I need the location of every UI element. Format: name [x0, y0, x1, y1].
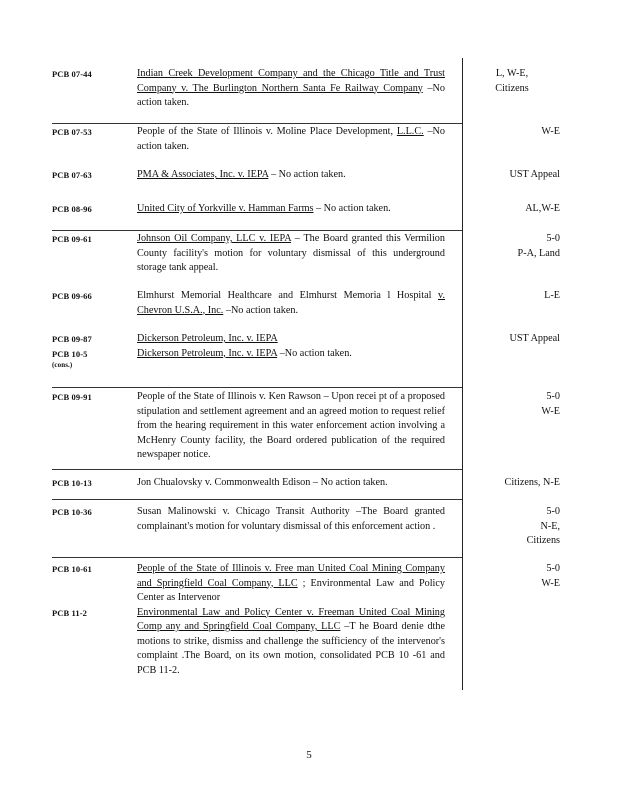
case-number: PCB 09-66: [52, 291, 92, 301]
case-text: –No action taken.: [137, 126, 446, 152]
case-text: – No action taken.: [268, 169, 346, 180]
case-title: Johnson Oil Company, LLC v. IEPA: [137, 233, 292, 244]
case-title: v. Chevron U.S.A., Inc.: [137, 290, 445, 316]
row-divider: [52, 230, 462, 231]
case-description: [137, 168, 445, 183]
case-description: [137, 476, 445, 491]
case-result: AL,W-E: [525, 203, 560, 214]
case-result: 5-0 W-E: [541, 391, 560, 417]
case-title: Dickerson Petroleum, Inc. v. IEPA: [137, 333, 278, 344]
case-description: [137, 202, 445, 217]
row-divider: [52, 387, 462, 388]
case-text: –T he Board denie dthe motions to strike, dismiss and challenge the sufficiency of the intervenor's complaint .The Board, on its own motion, consolidated PCB 10 -61 and PCB 11-2.: [137, 621, 445, 676]
case-result: UST Appeal: [509, 333, 560, 344]
case-result: L, W-E, Citizens: [495, 68, 529, 94]
row-divider: [52, 499, 462, 500]
case-text: – Upon recei pt of a proposed stipulation and settlement agreement and an agreed motion to request relief from the hearing requirement in this water enforcement action involving a McHenry County facility, the Board ordered publication of the required newspaper notice.: [137, 391, 445, 460]
case-number: PCB 07-63: [52, 170, 92, 180]
case-description: [137, 562, 445, 678]
case-text: –No action taken.: [223, 304, 298, 316]
case-title-plain: Susan Malinowski v. Chicago Transit Authority: [137, 506, 350, 517]
case-text: – No action taken.: [310, 477, 388, 488]
case-number: PCB 09-91: [52, 392, 92, 402]
case-title: L.L.C.: [396, 126, 424, 137]
case-result: Citizens, N-E: [504, 477, 560, 488]
case-description: [137, 390, 445, 463]
case-result: W-E: [541, 126, 560, 137]
case-description: [137, 505, 445, 534]
case-number: PCB 10-13: [52, 478, 92, 488]
page-number: 5: [306, 749, 312, 761]
case-title-2: Dickerson Petroleum, Inc. v. IEPA: [137, 347, 278, 359]
case-result: 5-0 P-A, Land: [517, 233, 560, 259]
case-text: –No action taken.: [137, 82, 445, 108]
case-number: PCB 09-87 PCB 10-5 (cons.): [52, 332, 132, 376]
case-description: [137, 67, 445, 111]
case-text: – The Board granted this Vermilion County facility's motion for voluntary dismissal of this underground storage tank appeal.: [137, 233, 445, 273]
case-description: [137, 332, 445, 361]
case-number: PCB 08-96: [52, 204, 92, 214]
case-description: [137, 232, 445, 276]
case-description: [137, 289, 445, 318]
case-description: [137, 125, 445, 154]
case-title: Indian Creek Development Company and the Chicago Title and Trust Company v. The Burlington Northern Santa Fe Railway Company: [137, 68, 445, 94]
case-number: PCB 10-61 PCB 11-2: [52, 564, 92, 618]
case-result: 5-0 N-E, Citizens: [526, 506, 560, 546]
case-title-plain: ; Environmental Law and Policy Center as Intervenor: [137, 577, 445, 603]
case-text: – No action taken.: [313, 203, 391, 214]
case-title-plain: Jon Chualovsky v. Commonwealth Edison: [137, 477, 311, 488]
case-text: –No action taken.: [277, 347, 352, 359]
case-result: UST Appeal: [509, 169, 560, 180]
row-divider: [52, 123, 462, 124]
case-result: L-E: [544, 290, 560, 301]
case-title: People of the State of Illinois v. Free man United Coal Mining Company and Springfield Coal Company, LLC: [137, 563, 445, 589]
case-number: PCB 10-36: [52, 507, 92, 517]
case-title: PMA & Associates, Inc. v. IEPA: [137, 169, 269, 180]
case-number: PCB 07-53: [52, 127, 92, 137]
row-divider: [52, 469, 462, 470]
case-title-plain: People of the State of Illinois v. Ken Rawson: [137, 391, 321, 402]
column-divider: [462, 58, 463, 690]
case-title-plain: Elmhurst Memorial Healthcare and Elmhurst Memoria l Hospital: [137, 290, 439, 301]
case-text: –The Board granted complainant's motion for voluntary dismissal of this enforcement action .: [137, 506, 445, 532]
case-title-2: Environmental Law and Policy Center v. Freeman United Coal Mining Comp any and Springfield Coal Company, LLC: [137, 606, 445, 632]
consolidated-label: (cons.): [52, 361, 73, 369]
case-number: PCB 09-61: [52, 234, 92, 244]
row-divider: [52, 557, 462, 558]
case-title-plain: People of the State of Illinois v. Moline Place Development,: [137, 126, 397, 137]
case-number: PCB 07-44: [52, 69, 92, 79]
case-result: 5-0 W-E: [541, 563, 560, 589]
case-title: United City of Yorkville v. Hamman Farms: [137, 203, 314, 214]
